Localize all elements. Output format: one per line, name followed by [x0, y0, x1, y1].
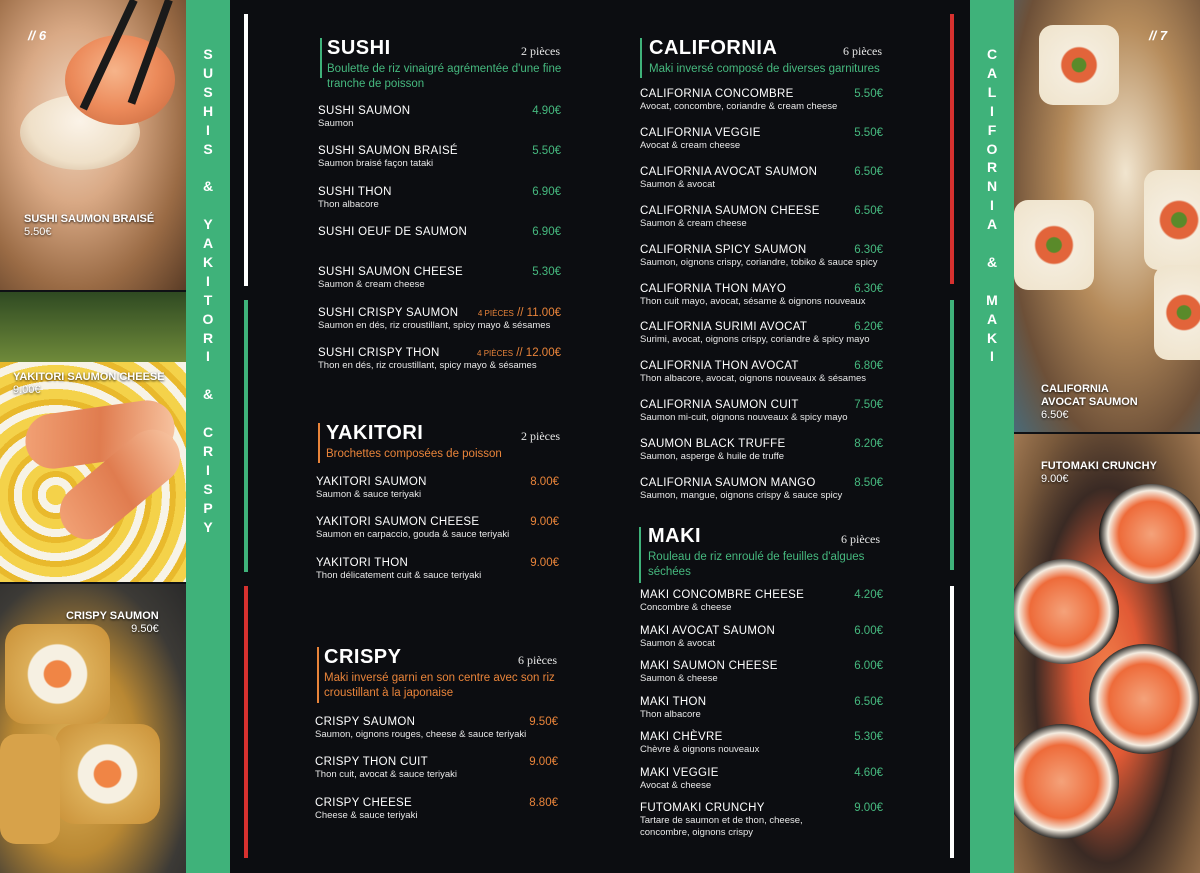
menu-item [640, 477, 883, 501]
section-count: 6 pièces [841, 532, 880, 546]
section-description-line: croustillant à la japonaise [324, 687, 454, 699]
menu-item-description: Thon albacore [640, 708, 701, 720]
section-title-sushi: SUSHI [327, 37, 391, 59]
menu-item-description: Thon en dés, riz croustillant, spicy mayo & sésames [318, 359, 537, 371]
menu-item [640, 589, 883, 613]
menu-item-description: Saumon & cream cheese [640, 217, 747, 229]
section-count: 6 pièces [843, 44, 882, 58]
photo-california-avocat-saumon [1014, 0, 1200, 432]
photo-sushi-saumon-braise [0, 0, 186, 290]
photo-caption-name: YAKITORI SAUMON CHEESE [13, 371, 165, 383]
menu-item-price-value: // 12.00€ [513, 346, 561, 359]
menu-item [315, 756, 558, 780]
menu-item [318, 347, 561, 371]
photo-caption-price: 6.50€ [1041, 409, 1069, 421]
menu-item-name: CALIFORNIA SAUMON CHEESE [640, 204, 820, 217]
menu-item-description: Saumon, mangue, oignons crispy & sauce spicy [640, 490, 843, 501]
divider-white [244, 14, 248, 286]
section-tick [317, 647, 319, 703]
menu-item-piece-count: 4 PIÈCES [477, 308, 514, 318]
photo-caption [24, 213, 154, 239]
menu-item-description: Saumon braisé façon tataki [318, 158, 434, 170]
menu-item-price: 7.50€ [854, 399, 883, 412]
band-letter: N [986, 178, 998, 195]
menu-item-price: 9.50€ [529, 716, 558, 728]
section-tick [639, 527, 641, 583]
photo-caption [1041, 383, 1138, 422]
menu-item-name: YAKITORI SAUMON CHEESE [316, 516, 480, 529]
menu-item-price: 4.90€ [532, 105, 561, 117]
menu-item-description: Saumon mi-cuit, oignons nouveaux & spicy mayo [640, 412, 848, 424]
band-letter: C [202, 424, 214, 440]
menu-item [640, 802, 883, 838]
band-letter: H [202, 102, 214, 119]
band-letter: I [990, 102, 994, 119]
band-letter: U [202, 64, 214, 81]
section-description [327, 62, 561, 92]
band-letter: A [986, 310, 998, 327]
band-letter: I [206, 272, 210, 289]
menu-item-description: Saumon & cream cheese [318, 279, 425, 291]
menu-item [318, 266, 561, 290]
menu-item-name: SUSHI CRISPY SAUMON [318, 306, 459, 319]
band-right-california-maki [970, 0, 1014, 873]
band-letter: M [986, 291, 998, 308]
menu-item-price: 6.00€ [854, 624, 883, 637]
menu-item-name: MAKI VEGGIE [640, 766, 719, 779]
menu-item [640, 438, 883, 462]
photo-caption-price: 9.00€ [13, 384, 41, 396]
menu-item-name: YAKITORI SAUMON [316, 476, 427, 488]
band-letter: & [986, 253, 998, 270]
menu-item-name: SUSHI CRISPY THON [318, 346, 440, 359]
menu-item-price: 8.20€ [854, 438, 883, 451]
band-letter: P [203, 499, 213, 516]
menu-item-price: 9.00€ [530, 556, 559, 569]
band-letter: K [986, 329, 998, 346]
section-description-line: Boulette de riz vinaigré agrémentée d'une fine [327, 63, 562, 75]
menu-item-description: concombre, oignons crispy [640, 827, 753, 838]
section-description [648, 550, 864, 580]
menu-item-description: Thon albacore [318, 198, 379, 210]
photo-caption-price: 9.50€ [131, 623, 159, 635]
menu-item-name: CRISPY SAUMON [315, 716, 416, 728]
menu-item-name: YAKITORI THON [316, 556, 409, 569]
section-title-crispy: CRISPY [324, 646, 402, 668]
section-description-line: Maki inversé garni en son centre avec son riz [324, 672, 555, 684]
menu-item-name: CALIFORNIA THON AVOCAT [640, 360, 799, 373]
menu-item [640, 244, 883, 268]
section-tick [320, 38, 322, 78]
band-letter: I [206, 121, 210, 138]
section-tick [318, 423, 320, 463]
menu-item-description: Avocat & cheese [640, 779, 712, 791]
section-title-maki: MAKI [648, 525, 702, 547]
menu-item-name: CRISPY THON CUIT [315, 756, 428, 769]
menu-item [318, 307, 561, 331]
section-description-line: tranche de poisson [327, 78, 425, 90]
menu-item [640, 696, 883, 720]
menu-item [315, 797, 558, 821]
menu-item-name: SUSHI THON [318, 185, 392, 198]
menu-item-price: 9.00€ [529, 756, 558, 769]
menu-item-price: 9.00€ [854, 802, 883, 814]
band-letter: I [206, 461, 210, 478]
section-count: 2 pièces [521, 44, 560, 58]
menu-item-description: Saumon en dés, riz croustillant, spicy mayo & sésames [318, 319, 551, 331]
section-tick [640, 38, 642, 78]
divider-red [244, 586, 248, 858]
menu-item-price: 9.00€ [530, 516, 559, 529]
menu-item-price: 6.50€ [854, 165, 883, 178]
menu-item [315, 716, 558, 740]
band-letter: R [202, 442, 214, 459]
menu-item-description: Saumon [318, 118, 354, 129]
menu-item-price: 6.90€ [532, 225, 561, 238]
menu-item-price: 5.50€ [854, 126, 883, 139]
band-letter: O [202, 310, 214, 327]
menu-item-price: 8.50€ [854, 477, 883, 489]
menu-item-description: Saumon & sauce teriyaki [316, 489, 422, 500]
menu-item [640, 360, 883, 384]
menu-item-description: Saumon & avocat [640, 178, 715, 190]
photo-caption [13, 371, 165, 397]
photo-caption-name: FUTOMAKI CRUNCHY [1041, 460, 1157, 472]
band-letter: A [986, 64, 998, 81]
band-letter: A [986, 216, 998, 233]
menu-item-description: Saumon, oignons crispy, coriandre, tobiko & sauce spicy [640, 256, 878, 268]
band-letter: A [202, 235, 214, 251]
menu-item [316, 476, 559, 500]
menu-item [640, 625, 883, 649]
menu-item-name: CALIFORNIA CONCOMBRE [640, 88, 794, 100]
menu-item [318, 186, 561, 210]
menu-item-description: Tartare de saumon et de thon, cheese, [640, 815, 803, 826]
photo-yakitori-saumon-cheese [0, 292, 186, 582]
menu-item-price: 5.50€ [854, 88, 883, 100]
menu-item-description: Avocat, concombre, coriandre & cream cheese [640, 101, 838, 112]
menu-item-price: 4.60€ [854, 766, 883, 779]
band-letter: & [202, 178, 214, 195]
menu-item-description: Saumon & avocat [640, 637, 715, 649]
band-letter: I [990, 197, 994, 214]
section-title-california: CALIFORNIA [649, 37, 778, 59]
section-description [649, 62, 880, 77]
divider-white [950, 586, 954, 858]
menu-item-description: Chèvre & oignons nouveaux [640, 744, 760, 755]
menu-item-description: Surimi, avocat, oignons crispy, coriandre & spicy mayo [640, 334, 870, 346]
section-count: 2 pièces [521, 429, 560, 443]
menu-item [640, 321, 883, 345]
band-letter: T [203, 291, 213, 308]
menu-item [640, 399, 883, 423]
menu-item-description: Saumon, asperge & huile de truffe [640, 451, 785, 463]
menu-item-price: 6.30€ [854, 243, 883, 256]
menu-item [640, 283, 883, 307]
band-letter: Y [203, 518, 213, 535]
menu-item-price: 8.80€ [529, 796, 558, 809]
photo-caption [1041, 460, 1157, 486]
menu-item-name: CRISPY CHEESE [315, 796, 412, 809]
menu-item-description: Saumon en carpaccio, gouda & sauce teriyaki [316, 529, 510, 541]
menu-item-description: Thon cuit mayo, avocat, sésame & oignons nouveaux [640, 295, 866, 307]
menu-item-name: SUSHI SAUMON [318, 105, 411, 117]
menu-item-name: MAKI CONCOMBRE CHEESE [640, 589, 805, 601]
menu-item-name: MAKI THON [640, 695, 707, 708]
photo-caption-name: AVOCAT SAUMON [1041, 396, 1138, 408]
band-letter: L [987, 83, 997, 100]
band-letter: C [986, 46, 998, 62]
photo-caption-price: 5.50€ [24, 226, 52, 238]
band-letter: & [202, 386, 214, 403]
section-count: 6 pièces [518, 653, 557, 667]
menu-item-price: 6.50€ [854, 204, 883, 217]
menu-item-name: CALIFORNIA THON MAYO [640, 282, 787, 295]
menu-item-price: 6.00€ [854, 660, 883, 672]
menu-item [640, 767, 883, 791]
photo-caption-name: CRISPY SAUMON [66, 610, 159, 622]
section-description-line: Rouleau de riz enroulé de feuilles d'algues [648, 551, 865, 563]
menu-item-description: Avocat & cream cheese [640, 139, 741, 151]
menu-item-price: 5.30€ [854, 731, 883, 743]
menu-item-name: CALIFORNIA SAUMON CUIT [640, 399, 799, 412]
menu-item [316, 557, 559, 581]
menu-item-description: Saumon & cheese [640, 673, 718, 684]
band-letter: F [987, 121, 997, 138]
photo-caption-name: SUSHI SAUMON BRAISÉ [24, 213, 155, 225]
menu-item-name: CALIFORNIA SAUMON MANGO [640, 477, 816, 489]
menu-item-price: 4.20€ [854, 589, 883, 601]
menu-item-name: SUSHI OEUF DE SAUMON [318, 225, 468, 238]
menu-item [640, 731, 883, 755]
menu-item [640, 127, 883, 151]
band-letter: K [202, 253, 214, 270]
section-description-line: Brochettes composées de poisson [326, 448, 502, 460]
divider-red [950, 14, 954, 284]
menu-item [318, 145, 561, 169]
band-letter: O [986, 140, 998, 157]
divider-green [244, 300, 248, 572]
menu-item-name: CALIFORNIA AVOCAT SAUMON [640, 165, 818, 178]
menu-item-description: Thon albacore, avocat, oignons nouveaux & sésames [640, 373, 867, 385]
band-letter: R [986, 159, 998, 176]
menu-item-name: SUSHI SAUMON BRAISÉ [318, 145, 458, 158]
menu-item-price [478, 307, 561, 319]
menu-item-name: CALIFORNIA SURIMI AVOCAT [640, 321, 808, 334]
photo-caption-name: CALIFORNIA [1041, 383, 1109, 395]
menu-item-price: 5.50€ [532, 145, 561, 158]
menu-item-name: MAKI AVOCAT SAUMON [640, 624, 776, 637]
menu-item-price-value: // 11.00€ [513, 306, 561, 319]
page-number-left: // 6 [28, 28, 47, 43]
menu-item [640, 205, 883, 229]
menu-item-name: SUSHI SAUMON CHEESE [318, 266, 464, 279]
photo-caption [66, 610, 159, 636]
menu-item-name: MAKI CHÈVRE [640, 731, 723, 743]
band-letter: R [202, 329, 214, 346]
section-description-line: séchées [648, 566, 691, 578]
photo-crispy-saumon [0, 584, 186, 873]
menu-item-price: 6.80€ [854, 360, 883, 373]
menu-item-piece-count: 4 PIÈCES [477, 348, 514, 358]
menu-item-price: 6.30€ [854, 282, 883, 295]
menu-item-price: 6.20€ [854, 321, 883, 334]
menu-item-name: SAUMON BLACK TRUFFE [640, 438, 786, 451]
menu-item-name: FUTOMAKI CRUNCHY [640, 802, 765, 814]
menu-item [318, 105, 561, 129]
menu-item [316, 516, 559, 540]
section-description [324, 671, 555, 701]
menu-item [640, 166, 883, 190]
photo-futomaki-crunchy [1014, 434, 1200, 873]
band-letter: S [203, 140, 213, 157]
band-letter: I [206, 348, 210, 365]
section-description [326, 447, 502, 462]
menu-item-price: 6.50€ [854, 695, 883, 708]
band-left-sushis-yakitori-crispy [186, 0, 230, 873]
menu-item-description: Thon délicatement cuit & sauce teriyaki [316, 569, 482, 581]
menu-item-price [477, 347, 561, 359]
section-description-line: Maki inversé composé de diverses garnitures [649, 63, 880, 75]
menu-item-price: 6.90€ [532, 185, 561, 198]
menu-item-description: Saumon, oignons rouges, cheese & sauce teriyaki [315, 729, 527, 740]
menu-item-name: CALIFORNIA SPICY SAUMON [640, 243, 807, 256]
menu-item [318, 226, 561, 238]
menu-item-description: Thon cuit, avocat & sauce teriyaki [315, 769, 458, 781]
menu-item-price: 5.30€ [532, 266, 561, 279]
menu-item-description: Cheese & sauce teriyaki [315, 809, 418, 821]
menu-item-name: CALIFORNIA VEGGIE [640, 126, 761, 139]
menu-item-description: Concombre & cheese [640, 602, 732, 613]
menu-item-price: 8.00€ [530, 476, 559, 488]
menu-item-name: MAKI SAUMON CHEESE [640, 660, 778, 672]
band-letter: I [990, 348, 994, 365]
band-letter: S [203, 480, 213, 497]
page-number-right: // 7 [1149, 28, 1168, 43]
menu-item [640, 660, 883, 684]
band-letter: S [203, 83, 213, 100]
band-letter: S [203, 46, 213, 62]
section-title-yakitori: YAKITORI [326, 422, 424, 444]
band-letter: Y [203, 216, 213, 233]
divider-green [950, 300, 954, 570]
photo-caption-price: 9.00€ [1041, 473, 1069, 485]
menu-item [640, 88, 883, 112]
